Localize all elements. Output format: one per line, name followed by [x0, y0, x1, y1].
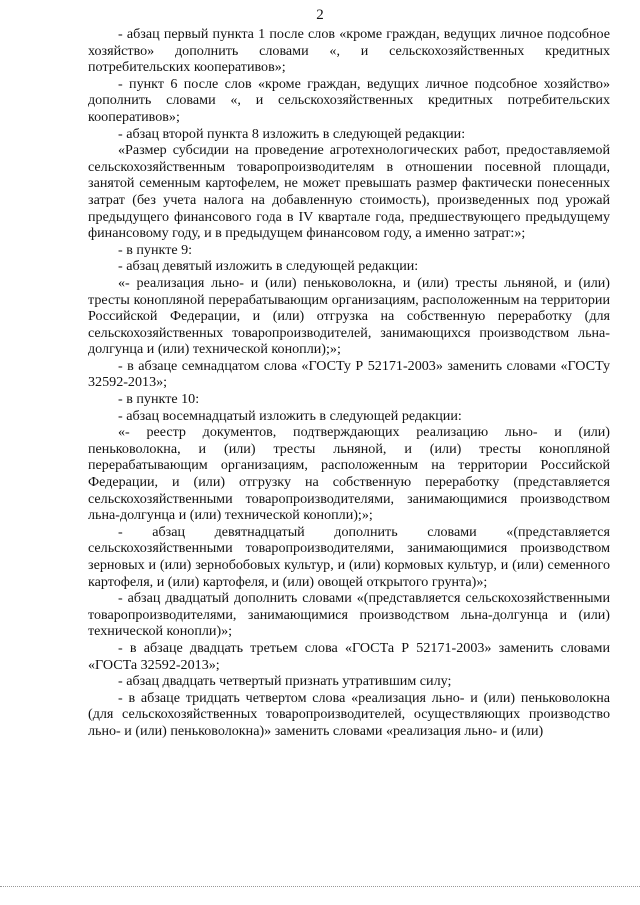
- paragraph: - в абзаце двадцать третьем слова «ГОСТа Р 52171-2003» заменить словами «ГОСТа 32592-2013»;: [88, 639, 610, 673]
- paragraph: - в абзаце тридцать четвертом слова «реализация льно- и (или) пеньковолокна (для сельскохозяйственных товаропроизводителей, осуществляющих производство льно- и (или) пеньковолокна)» заменить словами «реализация льно- и (или): [88, 689, 610, 739]
- paragraph: - абзац девятнадцатый дополнить словами «(представляется сельскохозяйственными товаропроизводителями, занимающимися производством зерновых и (или) зернобобовых культур, и (или) кормовых культур, и (или) семенного картофеля, и (или) картофеля, и (или) овощей открытого грунта)»;: [88, 523, 610, 590]
- paragraph: - в абзаце семнадцатом слова «ГОСТу Р 52171-2003» заменить словами «ГОСТу 32592-2013»;: [88, 357, 610, 391]
- paragraph: «- реестр документов, подтверждающих реализацию льно- и (или) пеньковолокна, и (или) тресты льняной, и (или) тресты конопляной перерабатывающим организациям, расположенным на территории Российской Федерации, и (или) отгрузку на собственную переработку (представляется сельскохозяйственными товаропроизводителями, занимающимися производством льна-долгунца и (или) технической конопли);»;: [88, 424, 610, 524]
- paragraph: «- реализация льно- и (или) пеньковолокна, и (или) тресты льняной, и (или) тресты конопляной перерабатывающим организациям, расположенным на территории Российской Федерации, и (или) отгрузка на собственную переработку (для сельскохозяйственных товаропроизводителей, занимающихся производством льна-долгунца и (или) технической конопли);»;: [88, 274, 610, 358]
- paragraph: - в пункте 9:: [118, 241, 193, 258]
- paragraph: - абзац второй пункта 8 изложить в следующей редакции:: [118, 125, 466, 142]
- paragraph: - абзац девятый изложить в следующей редакции:: [118, 258, 419, 275]
- page-number: 2: [316, 7, 324, 23]
- paragraph: - абзац двадцать четвертый признать утратившим силу;: [118, 673, 452, 690]
- paragraph: - в пункте 10:: [118, 391, 200, 408]
- paragraph: - пункт 6 после слов «кроме граждан, ведущих личное подсобное хозяйство» дополнить словами «, и сельскохозяйственных кредитных потребительских кооперативов»;: [88, 75, 610, 125]
- footer-divider: [0, 886, 640, 887]
- paragraph: - абзац восемнадцатый изложить в следующей редакции:: [118, 407, 462, 424]
- paragraph: - абзац двадцатый дополнить словами «(представляется сельскохозяйственными товаропроизводителями, занимающимися производством льна-долгунца и (или) технической конопли)»;: [88, 590, 610, 640]
- document-body: [88, 26, 610, 740]
- paragraph: «Размер субсидии на проведение агротехнологических работ, предоставляемой сельскохозяйственным товаропроизводителям в отношении посевной площади, занятой семенным картофелем, не может превышать размер фактически понесенных затрат (без учета налога на добавленную стоимость), произведенных под урожай предыдущего финансового года в IV квартале года, предшествующего предыдущему финансовому году, и в предыдущем финансовом году, а именно затрат:»;: [88, 142, 610, 242]
- paragraph: - абзац первый пункта 1 после слов «кроме граждан, ведущих личное подсобное хозяйство» дополнить словами «, и сельскохозяйственных кредитных потребительских кооперативов»;: [88, 26, 610, 76]
